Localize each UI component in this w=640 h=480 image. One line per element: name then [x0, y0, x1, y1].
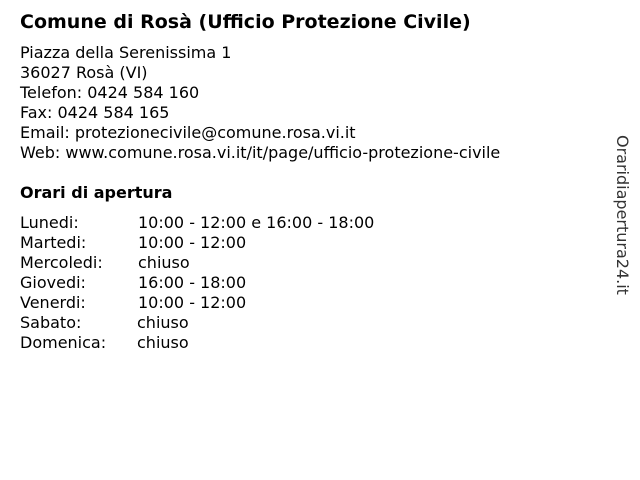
contact-block — [20, 43, 500, 163]
opening-hours-heading: Orari di apertura — [20, 183, 173, 202]
fax-number: Fax: 0424 584 165 — [20, 103, 170, 122]
day-label: Mercoledi: — [20, 253, 103, 272]
site-watermark — [612, 135, 636, 313]
day-hours: 10:00 - 12:00 — [138, 233, 247, 252]
day-hours: chiuso — [138, 253, 190, 272]
address-city: 36027 Rosà (VI) — [20, 63, 148, 82]
day-label: Giovedi: — [20, 273, 86, 292]
day-hours: 10:00 - 12:00 — [138, 293, 247, 312]
address-street: Piazza della Serenissima 1 — [20, 43, 232, 62]
email-address: Email: protezionecivile@comune.rosa.vi.it — [20, 123, 356, 142]
day-label: Sabato: — [20, 313, 82, 332]
day-hours: 10:00 - 12:00 e 16:00 - 18:00 — [138, 213, 375, 232]
day-hours: chiuso — [137, 333, 189, 352]
watermark-text: Oraridiapertura24.it — [613, 135, 632, 295]
day-label: Domenica: — [20, 333, 107, 352]
website-address: Web: www.comune.rosa.vi.it/it/page/ufficio-protezione-civile — [20, 143, 501, 162]
day-hours: chiuso — [137, 313, 189, 332]
day-hours: 16:00 - 18:00 — [138, 273, 247, 292]
phone-number: Telefon: 0424 584 160 — [20, 83, 200, 102]
day-label: Martedi: — [20, 233, 87, 252]
day-label: Venerdi: — [20, 293, 86, 312]
day-label: Lunedi: — [20, 213, 79, 232]
page-title: Comune di Rosà (Ufficio Protezione Civile) — [20, 11, 471, 33]
